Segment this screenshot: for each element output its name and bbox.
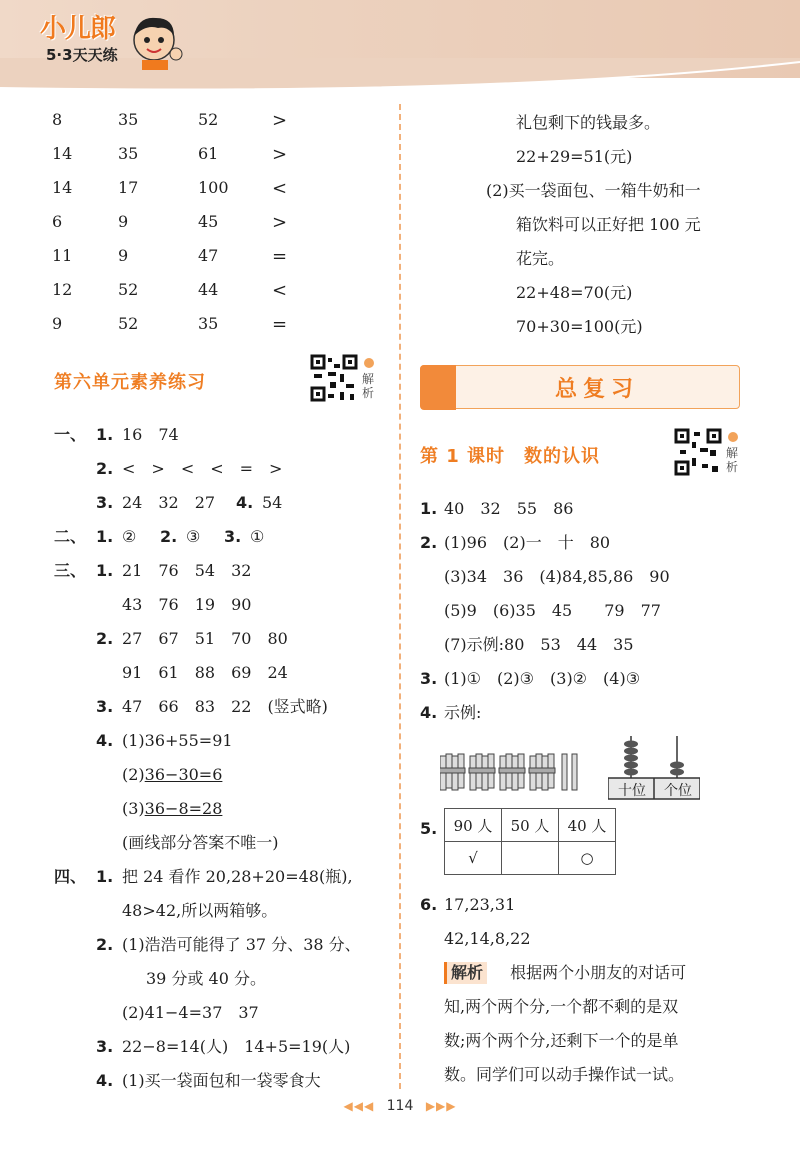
right-arrows-icon: ▶▶▶	[425, 1099, 457, 1113]
answer-text: ②	[122, 527, 137, 546]
series-name: 5·3天天练	[46, 46, 118, 64]
answer-text	[122, 764, 222, 786]
question-number: 3.	[420, 669, 438, 688]
question-number: 3.	[224, 527, 242, 546]
answer-text: (1)36+55=91	[122, 731, 233, 750]
question-number: 3.	[96, 1037, 114, 1056]
answer-text: 17,23,31	[444, 895, 516, 914]
answer-text: 27 67 51 70 80	[122, 629, 288, 648]
table-header: 50 人	[502, 809, 559, 842]
comparison-sign: <	[272, 280, 288, 301]
answer-text: (2)买一袋面包、一箱牛奶和一	[486, 181, 701, 200]
mascot-icon	[124, 10, 186, 72]
answer-text: (2)41−4=37 37	[122, 1003, 259, 1022]
table-cell	[502, 842, 559, 875]
question-number: 1.	[96, 867, 114, 886]
table-row	[52, 178, 372, 202]
answer-text: 22+48=70(元)	[516, 283, 633, 302]
table-cell: 14	[52, 178, 73, 197]
answer-text: 24 32 27	[122, 493, 216, 512]
table-cell: 11	[52, 246, 73, 265]
table-cell: 9	[118, 246, 129, 265]
answer-text: ①	[250, 527, 265, 546]
column-divider	[399, 104, 401, 1089]
table-row	[52, 212, 372, 236]
table-cell: 100	[198, 178, 229, 197]
question-number: 2.	[96, 629, 114, 648]
analysis-tag: 解析	[444, 962, 487, 984]
question-number: 5.	[420, 819, 438, 838]
table-cell: 9	[52, 314, 63, 333]
table-row	[52, 246, 372, 270]
answer-text: 70+30=100(元)	[516, 317, 643, 336]
table-cell: 52	[118, 314, 139, 333]
section-number: 四、	[54, 867, 87, 886]
review-banner-tab	[420, 365, 456, 410]
answer-text: 22−8=14(人) 14+5=19(人)	[122, 1037, 351, 1056]
question-number: 2.	[420, 533, 438, 552]
question-number: 6.	[420, 895, 438, 914]
answer-text: 54	[262, 493, 283, 512]
answer-text: ③	[186, 527, 201, 546]
page-footer	[0, 1098, 800, 1114]
table-cell: 17	[118, 178, 139, 197]
table-cell: 52	[198, 110, 219, 129]
comparison-sign: =	[272, 246, 288, 267]
question-number: 3.	[96, 697, 114, 716]
answer-text: 43 76 19 90	[122, 595, 252, 614]
answer-text: 21 76 54 32	[122, 561, 252, 580]
answer-text: 示例:	[444, 703, 482, 722]
answer-text: 48>42,所以两箱够。	[122, 901, 278, 920]
table-row	[52, 280, 372, 304]
question-number: 1.	[96, 527, 114, 546]
question-number: 4.	[420, 703, 438, 722]
qr-code-icon[interactable]	[674, 428, 722, 476]
table-header: 40 人	[559, 809, 616, 842]
table-cell: 8	[52, 110, 63, 129]
question-number: 1.	[420, 499, 438, 518]
answer-text: 把 24 看作 20,28+20=48(瓶),	[122, 867, 353, 886]
table-header: 90 人	[445, 809, 502, 842]
answer-text: (1)96 (2)一 十 80	[444, 533, 611, 552]
play-arrow-icon	[364, 358, 374, 368]
analysis-text: 知,两个两个分,一个都不剩的是双	[444, 997, 679, 1016]
play-arrow-icon	[728, 432, 738, 442]
question-number: 4.	[236, 493, 254, 512]
section-number: 三、	[54, 561, 87, 580]
analysis-text: 根据两个小朋友的对话可	[510, 963, 687, 982]
analysis-line	[444, 962, 686, 984]
underlined-answer: 36−30=6	[144, 765, 223, 784]
answer-text: 91 61 88 69 24	[122, 663, 288, 682]
left-arrows-icon: ◀◀◀	[343, 1099, 375, 1113]
answer-text: 16 74	[122, 425, 179, 444]
question-number: 4.	[96, 1071, 114, 1090]
answer-note: (画线部分答案不唯一)	[122, 833, 279, 852]
answer-text: 22+29=51(元)	[516, 147, 633, 166]
analysis-text: 数。同学们可以动手操作试一试。	[444, 1065, 685, 1084]
table-cell: 52	[118, 280, 139, 299]
answer-text: (7)示例:80 53 44 35	[444, 635, 634, 654]
question-number: 1.	[96, 561, 114, 580]
section-number: 一、	[54, 425, 87, 444]
table-row	[52, 144, 372, 168]
question-number: 2.	[160, 527, 178, 546]
answer-text: 礼包剩下的钱最多。	[516, 113, 661, 132]
table-cell: 35	[198, 314, 219, 333]
comparison-sign: >	[272, 212, 288, 233]
answer-text: 39 分或 40 分。	[146, 969, 266, 988]
qr-label: 解析	[362, 372, 375, 400]
header-curve	[0, 58, 800, 98]
comparison-sign: >	[272, 144, 288, 165]
answer-text: (1)浩浩可能得了 37 分、38 分、	[122, 935, 361, 954]
comparison-sign: =	[272, 314, 288, 335]
table-cell: 44	[198, 280, 219, 299]
table-cell: 35	[118, 144, 139, 163]
question-number: 4.	[96, 731, 114, 750]
q5-table	[444, 808, 616, 875]
answer-text: 42,14,8,22	[444, 929, 531, 948]
abacus-tens-label: 十位	[618, 783, 646, 799]
table-row	[52, 314, 372, 338]
table-cell: 9	[118, 212, 129, 231]
question-number: 1.	[96, 425, 114, 444]
table-cell: 47	[198, 246, 219, 265]
table-cell: 61	[198, 144, 219, 163]
answer-prefix: (2)	[122, 765, 145, 784]
question-number: 2.	[96, 935, 114, 954]
answer-text: < > < < = >	[122, 459, 283, 478]
answer-text: (5)9 (6)35 45 79 77	[444, 601, 661, 620]
answer-text: 箱饮料可以正好把 100 元	[516, 215, 701, 234]
table-row	[52, 110, 372, 134]
underlined-answer: 36−8=28	[144, 799, 223, 818]
abacus-ones-label: 个位	[664, 783, 692, 799]
table-cell: 45	[198, 212, 219, 231]
brand-logo: 小儿郎	[40, 14, 116, 44]
page-number: 114	[386, 1098, 414, 1114]
comparison-sign: <	[272, 178, 288, 199]
answer-text: 40 32 55 86	[444, 499, 574, 518]
question-number: 3.	[96, 493, 114, 512]
question-number: 2.	[96, 459, 114, 478]
qr-label: 解析	[726, 446, 739, 474]
answer-prefix: (3)	[122, 799, 145, 818]
qr-code-icon[interactable]	[310, 354, 358, 402]
lesson-title: 第 1 课时 数的认识	[420, 446, 601, 467]
table-cell: 14	[52, 144, 73, 163]
table-cell: 6	[52, 212, 63, 231]
table-cell: 35	[118, 110, 139, 129]
comparison-sign: >	[272, 110, 288, 131]
answer-text: (1)买一袋面包和一袋零食大	[122, 1071, 321, 1090]
section-number: 二、	[54, 527, 87, 546]
answer-text: 花完。	[516, 249, 565, 268]
table-cell: √	[445, 842, 502, 875]
answer-text: 47 66 83 22 (竖式略)	[122, 697, 328, 716]
analysis-text: 数;两个两个分,还剩下一个的是单	[444, 1031, 679, 1050]
answer-text: (1)① (2)③ (3)② (4)③	[444, 669, 641, 688]
review-title: 总复习	[554, 377, 639, 402]
counting-sticks-icon	[440, 750, 600, 794]
table-cell: 12	[52, 280, 73, 299]
unit6-title: 第六单元素养练习	[54, 372, 206, 393]
answer-text	[122, 798, 222, 820]
table-cell: ○	[559, 842, 616, 875]
answer-text: (3)34 36 (4)84,85,86 90	[444, 567, 670, 586]
